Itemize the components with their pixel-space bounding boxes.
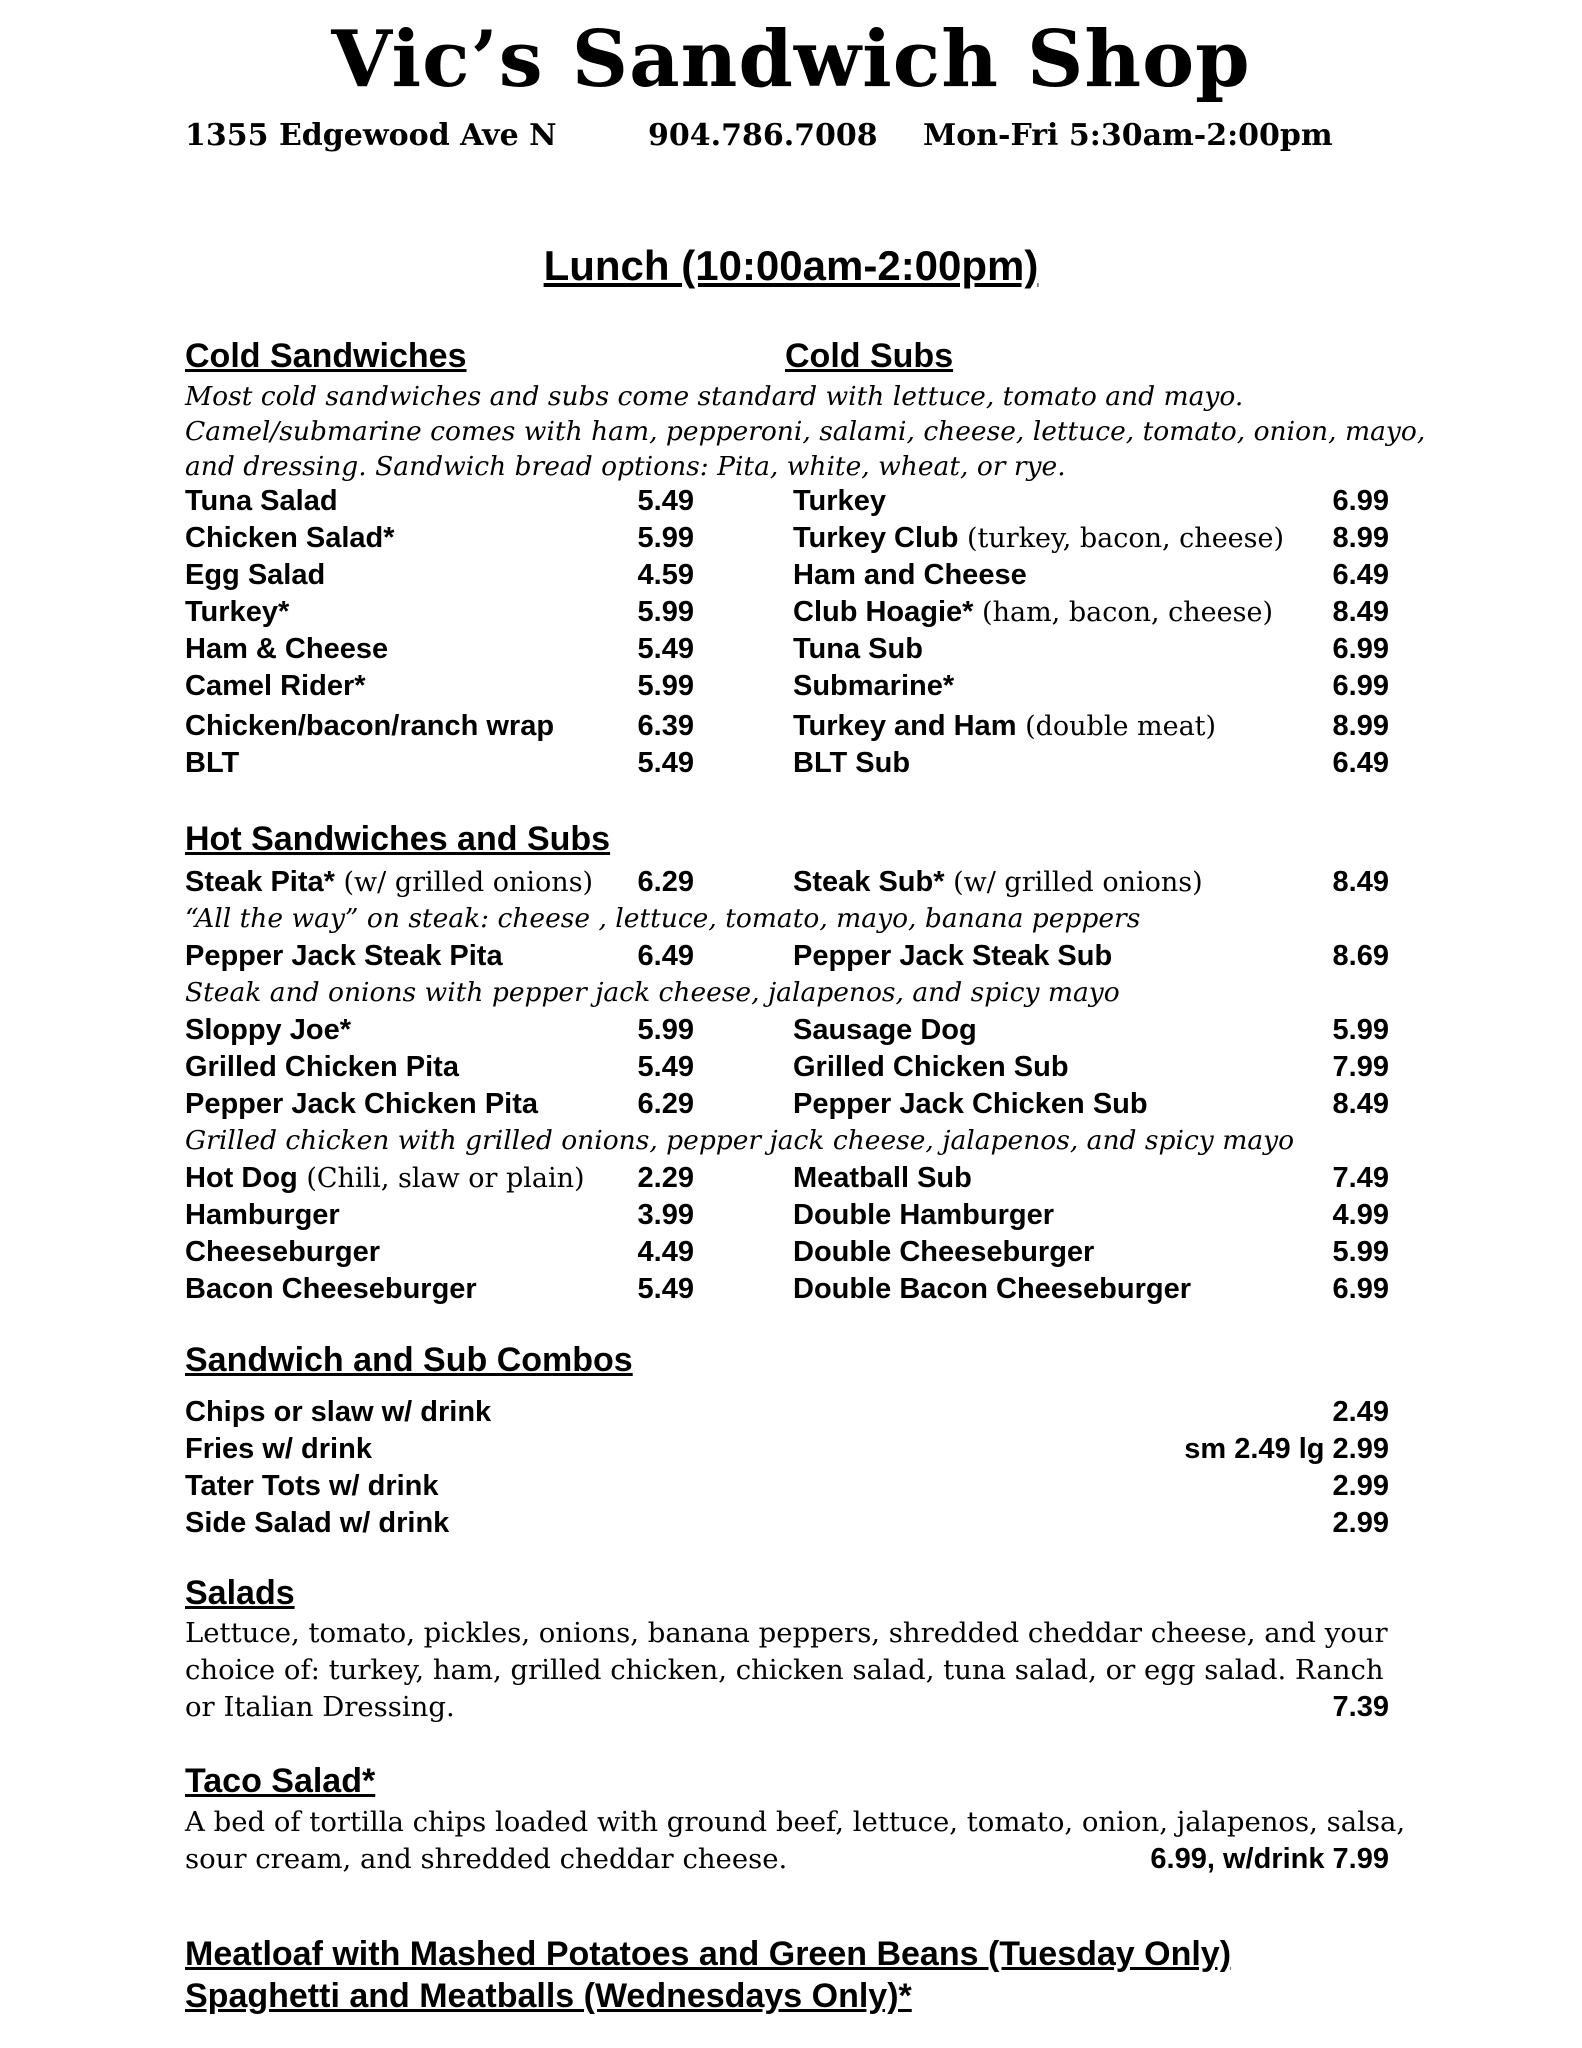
hot-heading: Hot Sandwiches and Subs [185, 820, 611, 858]
menu-item [185, 938, 503, 975]
item-name: Grilled Chicken Pita [185, 1051, 459, 1083]
item-description: (w/ grilled onions) [334, 867, 594, 898]
item-name: Steak Pita* [185, 866, 335, 898]
item-name: Pepper Jack Chicken Pita [185, 1088, 538, 1120]
item-name: Double Cheeseburger [793, 1236, 1095, 1268]
item-description: (Chili, slaw or plain) [297, 1163, 585, 1194]
item-price: 3.99 [637, 1199, 694, 1231]
item-name: BLT Sub [793, 747, 911, 779]
salads-heading: Salads [185, 1574, 295, 1612]
item-price: 6.49 [1332, 559, 1389, 591]
shop-address: 1355 Edgewood Ave N [185, 118, 557, 153]
menu-item [793, 483, 886, 520]
item-name: Grilled Chicken Sub [793, 1051, 1069, 1083]
taco-salad-heading: Taco Salad* [185, 1762, 376, 1800]
item-price: 8.49 [1332, 1088, 1389, 1120]
shop-phone: 904.786.7008 [648, 118, 878, 153]
hot-note: Steak and onions with pepper jack cheese, jalapenos, and spicy mayo [185, 977, 1120, 1008]
item-price: 5.99 [637, 522, 694, 554]
menu-item [185, 1197, 340, 1234]
special-spaghetti: Spaghetti and Meatballs (Wednesdays Only)* [185, 1977, 912, 2015]
item-name: Steak Sub* [793, 866, 945, 898]
item-name: Pepper Jack Steak Pita [185, 940, 503, 972]
combos-heading: Sandwich and Sub Combos [185, 1341, 633, 1379]
item-name: Hot Dog [185, 1162, 298, 1194]
shop-title: Vic’s Sandwich Shop [331, 14, 1251, 105]
menu-item [185, 594, 289, 631]
menu-item [793, 1049, 1069, 1086]
menu-item [185, 1086, 538, 1123]
item-price: 5.49 [637, 747, 694, 779]
item-price: 6.49 [637, 940, 694, 972]
item-price: 5.49 [637, 485, 694, 517]
cold-sandwiches-heading: Cold Sandwiches [185, 337, 467, 375]
item-name: Club Hoagie* [793, 596, 974, 628]
item-price: 5.99 [1332, 1014, 1389, 1046]
item-price: 5.99 [1332, 1236, 1389, 1268]
cold-subs-heading: Cold Subs [785, 337, 954, 375]
combo-name: Chips or slaw w/ drink [185, 1396, 492, 1428]
item-price: 7.49 [1332, 1162, 1389, 1194]
combo-name: Tater Tots w/ drink [185, 1470, 439, 1502]
menu-item [185, 1012, 351, 1049]
menu-item [793, 594, 1273, 631]
menu-item [185, 520, 395, 557]
item-price: 5.99 [637, 1014, 694, 1046]
menu-item [793, 938, 1112, 975]
item-name: Pepper Jack Chicken Sub [793, 1088, 1148, 1120]
item-name: Turkey and Ham [793, 710, 1017, 742]
item-name: Bacon Cheeseburger [185, 1273, 477, 1305]
item-price: 4.99 [1332, 1199, 1389, 1231]
menu-item [185, 1271, 477, 1308]
item-price: 5.49 [637, 1051, 694, 1083]
item-name: BLT [185, 747, 240, 779]
menu-item [793, 1012, 977, 1049]
item-price: 8.49 [1332, 866, 1389, 898]
item-price: 6.39 [637, 710, 694, 742]
cold-note: Camel/submarine comes with ham, pepperoni, salami, cheese, lettuce, tomato, onion, mayo, [185, 416, 1426, 447]
item-name: Turkey Club [793, 522, 959, 554]
special-meatloaf: Meatloaf with Mashed Potatoes and Green Beans (Tuesday Only) [185, 1935, 1232, 1973]
item-name: Pepper Jack Steak Sub [793, 940, 1113, 972]
item-name: Camel Rider* [185, 670, 366, 702]
menu-item [185, 668, 366, 705]
combo-price: 2.99 [1332, 1507, 1389, 1539]
shop-hours: Mon-Fri 5:30am-2:00pm [923, 118, 1333, 153]
item-price: 5.49 [637, 1273, 694, 1305]
item-name: Double Bacon Cheeseburger [793, 1273, 1192, 1305]
menu-item [793, 1197, 1054, 1234]
item-price: 6.99 [1332, 670, 1389, 702]
menu-item [793, 1086, 1148, 1123]
hot-note: Grilled chicken with grilled onions, pepper jack cheese, jalapenos, and spicy mayo [185, 1125, 1295, 1156]
lunch-heading: Lunch (10:00am-2:00pm) [543, 242, 1039, 289]
menu-item [793, 745, 910, 782]
salads-description: Lettuce, tomato, pickles, onions, banana peppers, shredded cheddar cheese, and your [185, 1617, 1388, 1649]
item-name: Meatball Sub [793, 1162, 972, 1194]
menu-item [185, 1049, 459, 1086]
menu-item [793, 668, 954, 705]
menu-item [793, 520, 1284, 557]
item-price: 5.49 [637, 633, 694, 665]
item-price: 6.49 [1332, 747, 1389, 779]
menu-item [185, 1160, 585, 1197]
item-name: Tuna Salad [185, 485, 338, 517]
item-name: Sausage Dog [793, 1014, 977, 1046]
cold-note: Most cold sandwiches and subs come standard with lettuce, tomato and mayo. [185, 381, 1244, 412]
item-price: 7.99 [1332, 1051, 1389, 1083]
menu-item [793, 1234, 1094, 1271]
combo-price: sm 2.49 lg 2.99 [1184, 1433, 1389, 1465]
item-description: (w/ grilled onions) [944, 867, 1203, 898]
combo-name: Fries w/ drink [185, 1433, 372, 1465]
item-name: Turkey [793, 485, 886, 517]
item-price: 6.99 [1332, 1273, 1389, 1305]
item-price: 6.29 [637, 866, 694, 898]
item-price: 5.99 [637, 670, 694, 702]
item-name: Turkey* [185, 596, 290, 628]
menu-item [793, 1160, 972, 1197]
menu-item [185, 708, 554, 745]
item-name: Sloppy Joe* [185, 1014, 351, 1046]
item-price: 8.99 [1332, 710, 1389, 742]
menu-item [793, 864, 1203, 901]
item-price: 6.99 [1332, 633, 1389, 665]
item-name: Submarine* [793, 670, 955, 702]
item-name: Chicken Salad* [185, 522, 395, 554]
menu-item [185, 864, 593, 901]
item-name: Ham and Cheese [793, 559, 1027, 591]
salads-price: 7.39 [1332, 1691, 1389, 1723]
item-description: (ham, bacon, cheese) [973, 597, 1273, 628]
combo-price: 2.49 [1332, 1396, 1389, 1428]
menu-item [793, 1271, 1191, 1308]
salads-description: choice of: turkey, ham, grilled chicken, chicken salad, tuna salad, or egg salad. Ranch [185, 1654, 1384, 1686]
menu-item [185, 557, 325, 594]
taco-salad-description: sour cream, and shredded cheddar cheese. [185, 1843, 788, 1875]
item-price: 8.49 [1332, 596, 1389, 628]
item-price: 4.49 [637, 1236, 694, 1268]
item-price: 6.29 [637, 1088, 694, 1120]
menu-item [185, 745, 239, 782]
salads-description: or Italian Dressing. [185, 1691, 455, 1723]
menu-item [793, 631, 923, 668]
item-price: 5.99 [637, 596, 694, 628]
hot-note: “All the way” on steak: cheese , lettuce, tomato, mayo, banana peppers [185, 903, 1141, 934]
item-name: Ham & Cheese [185, 633, 389, 665]
item-price: 2.29 [637, 1162, 694, 1194]
item-price: 8.99 [1332, 522, 1389, 554]
item-name: Egg Salad [185, 559, 326, 591]
menu-item [793, 557, 1027, 594]
item-price: 8.69 [1332, 940, 1389, 972]
item-name: Tuna Sub [793, 633, 923, 665]
item-name: Chicken/bacon/ranch wrap [185, 710, 555, 742]
menu-item [793, 708, 1216, 745]
combo-price: 2.99 [1332, 1470, 1389, 1502]
combo-name: Side Salad w/ drink [185, 1507, 450, 1539]
menu-item [185, 483, 338, 520]
item-name: Hamburger [185, 1199, 340, 1231]
item-description: (turkey, bacon, cheese) [958, 523, 1285, 554]
taco-salad-price: 6.99, w/drink 7.99 [1150, 1843, 1389, 1875]
item-price: 4.59 [637, 559, 694, 591]
item-description: (double meat) [1016, 711, 1217, 742]
cold-note: and dressing. Sandwich bread options: Pita, white, wheat, or rye. [185, 451, 1066, 482]
item-name: Cheeseburger [185, 1236, 381, 1268]
taco-salad-description: A bed of tortilla chips loaded with ground beef, lettuce, tomato, onion, jalapenos, salsa, [185, 1806, 1406, 1838]
menu-item [185, 631, 388, 668]
item-price: 6.99 [1332, 485, 1389, 517]
item-name: Double Hamburger [793, 1199, 1055, 1231]
menu-item [185, 1234, 380, 1271]
